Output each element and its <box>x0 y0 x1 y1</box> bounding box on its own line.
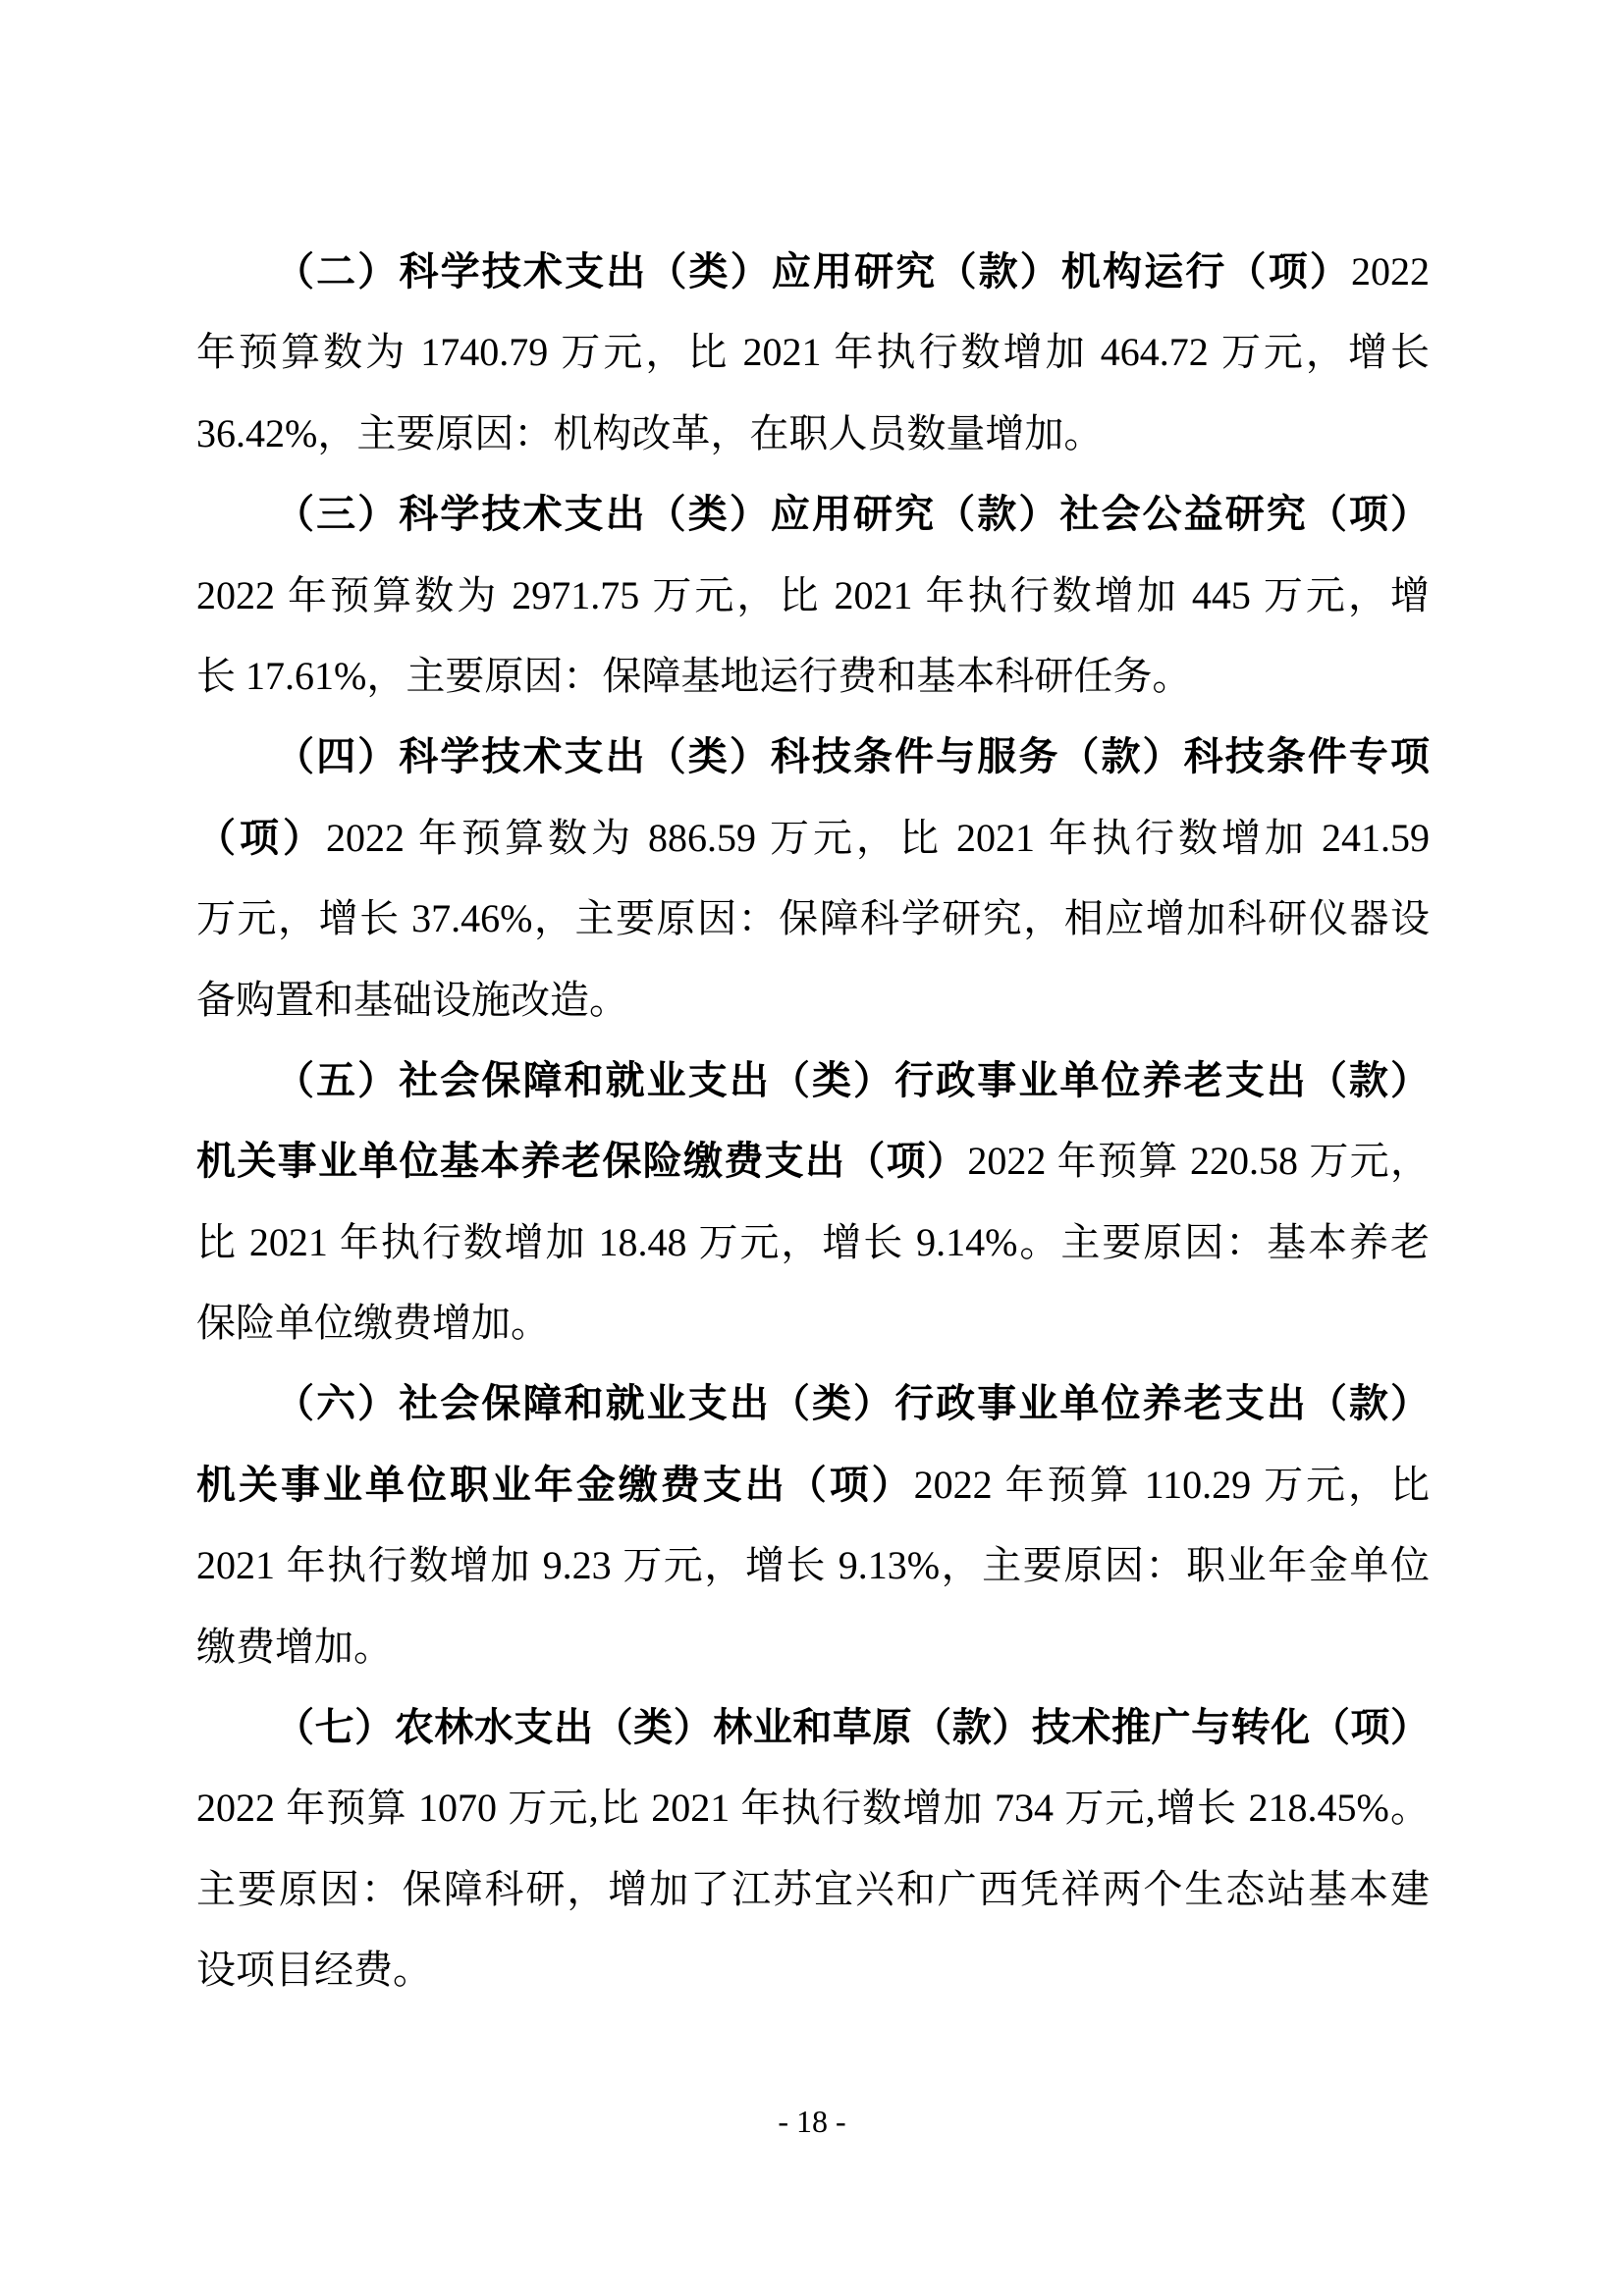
text-line <box>196 232 1430 312</box>
body-text-segment: 保险单位缴费增加。 <box>196 1301 550 1346</box>
body-text-segment: 2022 年预算 220.58 万元， <box>967 1139 1430 1184</box>
text-line <box>196 1687 1430 1768</box>
text-line <box>196 474 1430 555</box>
body-text-segment: 备购置和基础设施改造。 <box>196 977 628 1022</box>
text-line <box>196 1607 1430 1687</box>
budget-item-title-segment: 机关事业单位基本养老保险缴费支出（项） <box>196 1139 968 1184</box>
text-line <box>196 717 1430 797</box>
page-number: - 18 - <box>778 2104 846 2139</box>
body-text-segment: 缴费增加。 <box>196 1624 393 1669</box>
body-text-segment: 年预算数为 1740.79 万元，比 2021 年执行数增加 464.72 万元，增长 <box>196 330 1430 375</box>
body-text-segment: 设项目经费。 <box>196 1948 432 1993</box>
body-text-segment: 36.42%，主要原因：机构改革，在职人员数量增加。 <box>196 410 1104 455</box>
text-line <box>196 960 1430 1041</box>
text-line <box>196 636 1430 717</box>
text-line <box>196 798 1430 879</box>
budget-item-title-segment: （项） <box>196 815 326 860</box>
text-line <box>196 312 1430 393</box>
body-text-segment: 主要原因：保障科研，增加了江苏宜兴和广西凭祥两个生态站基本建 <box>196 1866 1430 1911</box>
body-text-segment: 2022 年预算 110.29 万元，比 <box>913 1462 1430 1507</box>
body-text-segment: 2021 年执行数增加 9.23 万元，增长 9.13%，主要原因：职业年金单位 <box>196 1543 1430 1588</box>
document-body <box>196 232 1430 2011</box>
budget-item-title-segment: （六）社会保障和就业支出（类）行政事业单位养老支出（款） <box>275 1381 1430 1426</box>
body-text-segment: 2022 年预算数为 886.59 万元，比 2021 年执行数增加 241.59 <box>326 815 1430 860</box>
text-line <box>196 394 1430 474</box>
text-line <box>196 1283 1430 1363</box>
text-line <box>196 1930 1430 2010</box>
text-line <box>196 1768 1430 1848</box>
text-line <box>196 1202 1430 1283</box>
body-text-segment: 2022 年预算数为 2971.75 万元，比 2021 年执行数增加 445 万元，增 <box>196 572 1430 617</box>
budget-item-title-segment: （二）科学技术支出（类）应用研究（款）机构运行（项） <box>275 249 1351 294</box>
body-text-segment: 万元，增长 37.46%，主要原因：保障科学研究，相应增加科研仪器设 <box>196 896 1430 941</box>
body-text-segment: 2022 <box>1351 249 1430 294</box>
text-line <box>196 1121 1430 1201</box>
body-text-segment: 比 2021 年执行数增加 18.48 万元，增长 9.14%。主要原因：基本养老 <box>196 1219 1430 1264</box>
body-text-segment: 长 17.61%，主要原因：保障基地运行费和基本科研任务。 <box>196 653 1192 698</box>
text-line <box>196 1363 1430 1444</box>
budget-item-title-segment: 机关事业单位职业年金缴费支出（项） <box>196 1462 914 1507</box>
text-line <box>196 879 1430 959</box>
text-line <box>196 1041 1430 1121</box>
text-line <box>196 1525 1430 1606</box>
text-line <box>196 1445 1430 1525</box>
budget-item-title-segment: （三）科学技术支出（类）应用研究（款）社会公益研究（项） <box>275 492 1430 537</box>
budget-item-title-segment: （五）社会保障和就业支出（类）行政事业单位养老支出（款） <box>275 1057 1430 1102</box>
body-text-segment: 2022 年预算 1070 万元,比 2021 年执行数增加 734 万元,增长 218.45%。 <box>196 1786 1430 1831</box>
budget-item-title-segment: （四）科学技术支出（类）科技条件与服务（款）科技条件专项 <box>275 734 1430 779</box>
budget-item-title-segment: （七）农林水支出（类）林业和草原（款）技术推广与转化（项） <box>275 1705 1430 1750</box>
text-line <box>196 556 1430 636</box>
text-line <box>196 1849 1430 1930</box>
